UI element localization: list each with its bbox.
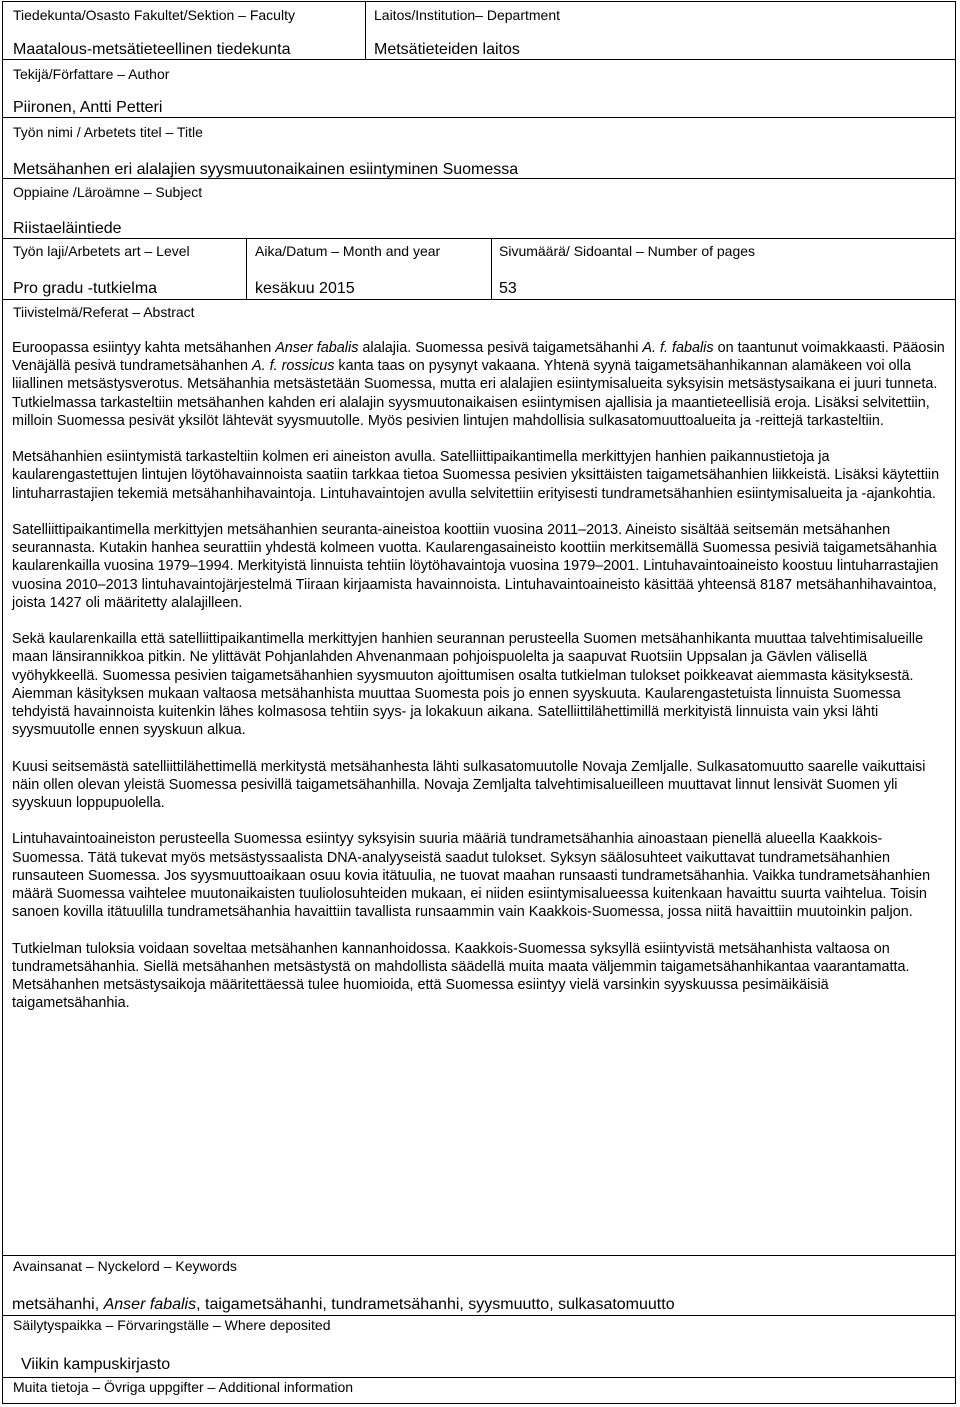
title-value: Metsähanhen eri alalajien syysmuutonaikainen esiintyminen Suomessa [13,161,519,178]
divider [491,238,492,299]
divider [3,117,955,118]
deposited-value: Viikin kampuskirjasto [21,1356,171,1373]
thesis-abstract-form [2,1,956,1404]
department-label: Laitos/Institution– Department [374,7,560,23]
abstract-paragraph: Sekä kaularenkailla että satelliittipaikantimella merkittyjen hanhien seurannan perusteella Suomen metsähanhikanta muuttaa talvehtimisalueille maan länsirannikkoa pitkin. Ne ylittävät Pohjanlahden Ahvenanmaan pohjoispuolelta ja saapuvat Ruotsiin Uppsalan ja Gävlen välisellä vyöhykkeellä. Suomessa pesivien taigametsähanhien syysmuuton ajoittumisen osalta tutkielman tulokset poikkeavat aiemmasta käsityksestä. Aiemman käsityksen mukaan valtaosa metsähanhista muuttaa Suomesta pois jo ennen syyskuuta. Kaularengastetuista linnuista Suomessa tehdyistä havainnoista kuitenkin lähes kolmasosa tehtiin syys- ja lokakuun aikana. Satelliittilähettimillä merkityistä linnuista vain yksi lähti syysmuutolle ennen syyskuun alkua. [12,631,924,739]
pages-label: Sivumäärä/ Sidoantal – Number of pages [499,243,756,259]
abstract-body [12,339,947,1012]
level-label: Työn laji/Arbetets art – Level [13,243,190,259]
department-value: Metsätieteiden laitos [374,41,520,58]
keywords-value: metsähanhi, Anser fabalis, taigametsähanhi, tundrametsähanhi, syysmuutto, sulkasatomuutto [12,1296,675,1313]
date-label: Aika/Datum – Month and year [255,243,441,259]
deposited-label: Säilytyspaikka – Förvaringställe – Where deposited [13,1317,331,1333]
divider [246,238,247,299]
keywords-label: Avainsanat – Nyckelord – Keywords [13,1258,237,1274]
divider [3,1377,955,1378]
divider [3,1315,955,1316]
abstract-paragraph: Satelliittipaikantimella merkittyjen metsähanhien seuranta-aineistoa koottiin vuosina 2011–2013. Aineisto sisältää seitsemän metsähanhen seurannasta. Kutakin hanhea seurattiin yhdestä kolmeen vuotta. Kaularengasaineisto koottiin merkitsemällä Suomessa pesiviä taigametsähanhia kaularenkailla vuosina 1979–1994. Merkityistä linnuista tehtiin löytöhavaintoja vuosina 1979–2001. Lintuhavaintoaineisto koostuu lintuharrastajien vuosina 2010–2013 lintuhavaintojärjestelmä Tiiraan kirjaamista havainnoista. Lintuhavaintoaineisto käsittää yhteensä 8187 metsähanhihavaintoa, joista 1427 oli määritetty alalajilleen. [12,522,939,611]
subject-value: Riistaeläintiede [13,220,122,237]
subject-label: Oppiaine /Läroämne – Subject [13,184,203,200]
divider [3,299,955,300]
faculty-value: Maatalous-metsätieteellinen tiedekunta [13,41,291,58]
pages-value: 53 [499,280,517,297]
faculty-label: Tiedekunta/Osasto Fakultet/Sektion – Faculty [13,7,295,23]
author-value: Piironen, Antti Petteri [13,99,163,116]
date-value: kesäkuu 2015 [255,280,355,297]
abstract-paragraph: Lintuhavaintoaineiston perusteella Suomessa esiintyy syksyisin suuria määriä tundrametsähanhia ainoastaan pienellä alueella Kaakkois-Suomessa. Tätä tukevat myös metsästyssaalista DNA-analyyseistä saadut tulokset. Syksyn säälosuhteet vaikuttavat tundrametsähanhien runsauteen Suomessa. Jos syysmuuttoaikaan osuu kovia itätuulia, ne tuovat maahan runsaasti tundrametsähanhia. Vaikka tundrametsähanhien määrä Suomessa vaihtelee muutonaikaisten tuuliolosuhteiden mukaan, ei niiden esiintymisalueessa kuitenkaan havaittu suurta vaihtelua. Toisin sanoen kovilla itätuulilla tundrametsähanhia havaittiin tavallista runsaammin vain Kaakkois-Suomessa, jossa niitä havaittiin muutoinkin paljon. [12,831,931,921]
abstract-paragraph: Metsähanhien esiintymistä tarkasteltiin kolmen eri aineiston avulla. Satelliittipaikantimella merkittyjen hanhien paikannustietoja ja kaularengastettujen lintujen löytöhavainnoista saatiin tarkkaa tietoa Suomessa pesivien yksittäisten taigametsähanhien liikkeistä. Lisäksi käytettiin lintuharrastajien tekemiä metsähanhihavaintoja. Lintuhavaintojen avulla selvitettiin erityisesti tundrametsähanhien esiintymisalueita ja -ajankohtia. [12,449,940,502]
title-label: Työn nimi / Arbetets titel – Title [13,124,203,140]
divider [3,238,955,239]
abstract-paragraph: Tutkielman tuloksia voidaan soveltaa metsähanhen kannanhoidossa. Kaakkois-Suomessa syksyllä esiintyvistä metsähanhista valtaosa on tundrametsähanhia. Siellä metsähanhen metsästystä on mahdollista säädellä muita maata väljemmin taigametsähanhikantaa vaarantamatta. Metsähanhen metsästysaikoja määritettäessä tulee huomioida, että Suomessa esiintyy vielä varsinkin syyskuussa pesimäikäisiä taigametsähanhia. [12,940,910,1012]
divider [3,1255,955,1256]
divider [3,59,955,60]
abstract-label: Tiivistelmä/Referat – Abstract [13,304,195,320]
additional-info-label: Muita tietoja – Övriga uppgifter – Additional information [13,1379,354,1395]
divider [365,2,366,59]
abstract-paragraph: Kuusi seitsemästä satelliittilähettimellä merkitystä metsähanhesta lähti sulkasatomuutolle Novaja Zemljalle. Sulkasatomuutto saarelle vaikuttaisi näin ollen olevan yleistä Suomessa pesivillä taigametsähanhilla. Novaja Zemljalta talvehtimisalueilleen muuttavat linnut lensivät Suomen yli syyskuun loppupuolella. [12,758,926,812]
author-label: Tekijä/Författare – Author [13,66,170,82]
abstract-paragraph: Euroopassa esiintyy kahta metsähanhen Anser fabalis alalajia. Suomessa pesivä taigametsähanhi A. f. fabalis on taantunut voimakkaasti. Pääosin Venäjällä pesivä tundrametsähanhen A. f. rossicus kanta taas on pysynyt vakaana. Yhtenä syynä taigametsähanhikannan alamäkeen voi olla liiallinen metsästysverotus. Metsähanhia metsästetään Suomessa, mutta eri alalajien esiintymisalueita syksyisin metsästysaikana ei juuri tunneta. Tutkielmassa tarkasteltiin metsähanhen kahden eri alalajin syysmuutonaikaisen esiintymisen ajallisia ja maantieteellisiä eroja. Lisäksi selvitettiin, milloin Suomessa pesivät yksilöt lähtevät syysmuutolle. Myös pesivien lintujen mahdollisia sulkasatomuuttoalueita ja -reittejä tarkasteltiin. [12,340,945,429]
level-value: Pro gradu -tutkielma [13,280,158,297]
